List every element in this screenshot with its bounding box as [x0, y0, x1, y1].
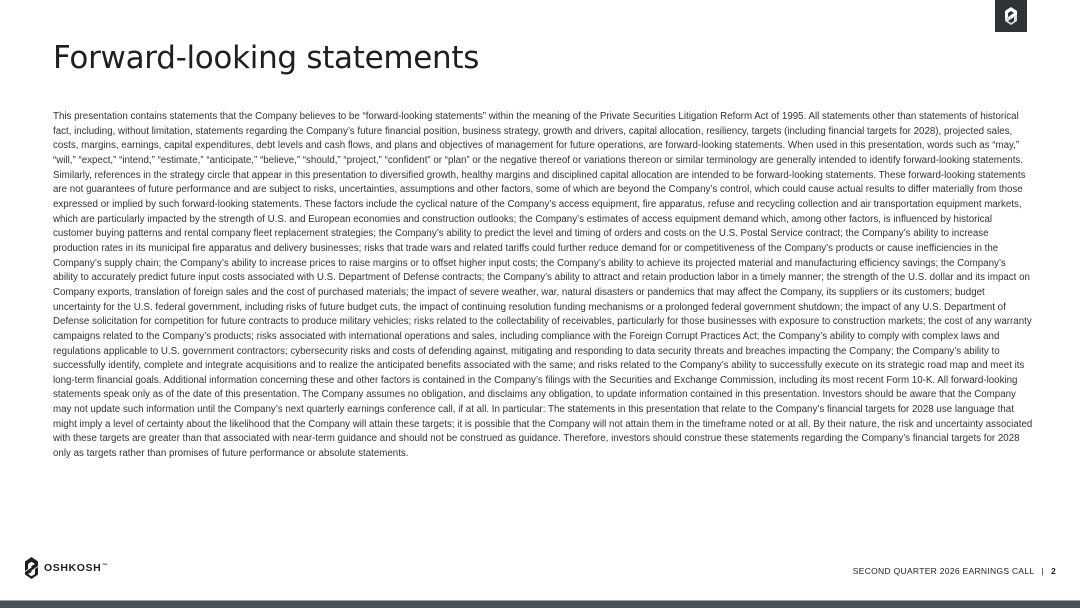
logo-wordmark — [44, 562, 108, 574]
corner-brand-badge — [995, 0, 1027, 32]
logo-trademark: ™ — [102, 562, 108, 569]
logo-text: OSHKOSH — [44, 562, 102, 574]
oshkosh-mark-icon — [1004, 7, 1018, 25]
bottom-bar — [0, 601, 1080, 608]
footer-event-info — [853, 566, 1056, 576]
disclaimer-body: This presentation contains statements that the Company believes to be “forward-looking statements” within the meaning of the Private Securities Litigation Reform Act of 1995. All statements other than statements of historical fact, including, without limitation, statements regarding the Company’s future financial position, business strategy, growth and drivers, capital allocation, resiliency, targets (including financial targets for 2028), projected sales, costs, margins, earnings, capital expenditures, debt levels and cash flows, and plans and objectives of management for future operations, are forward-looking statements. When used in this presentation, words such as “may,” “will,” “expect,” “intend,” “estimate,” “anticipate,” “believe,” “should,” “project,” “confident” or “plan” or the negative thereof or variations thereon or similar terminology are generally intended to identify forward-looking statements. Similarly, references in the strategy circle that appear in this presentation to diversified growth, healthy margins and disciplined capital allocation are intended to be forward-looking statements. These forward-looking statements are not guarantees of future performance and are subject to risks, uncertainties, assumptions and other factors, some of which are beyond the Company’s control, which could cause actual results to differ materially from those expressed or implied by such forward-looking statements. These factors include the cyclical nature of the Company’s access equipment, fire apparatus, refuse and recycling collection and air transportation equipment markets, which are particularly impacted by the strength of U.S. and European economies and construction outlooks; the Company’s estimates of access equipment demand which, among other factors, is influenced by historical customer buying patterns and rental company fleet replacement strategies; the Company’s ability to predict the level and timing of orders and costs on the U.S. Postal Service contract; the Company’s ability to increase production rates in its municipal fire apparatus and delivery businesses; risks that trade wars and related tariffs could further reduce demand for or competitiveness of the Company’s products or cause inefficiencies in the Company’s supply chain; the Company’s ability to increase prices to raise margins or to offset higher input costs; the Company’s ability to achieve its projected material and manufacturing efficiency savings; the Company’s ability to accurately predict future input costs associated with U.S. Department of Defense contracts; the Company’s ability to attract and retain production labor in a timely manner; the strength of the U.S. dollar and its impact on Company exports, translation of foreign sales and the cost of purchased materials; the impact of severe weather, war, natural disasters or pandemics that may affect the Company, its suppliers or its customers; budget uncertainty for the U.S. federal government, including risks of future budget cuts, the impact of continuing resolution funding mechanisms or a prolonged federal government shutdown; the impact of any U.S. Department of Defense solicitation for competition for future contracts to produce military vehicles; risks related to the collectability of receivables, particularly for those businesses with exposure to construction markets; the cost of any warranty campaigns related to the Company’s products; risks associated with international operations and sales, including compliance with the Foreign Corrupt Practices Act; the Company’s ability to comply with complex laws and regulations applicable to U.S. government contractors; cybersecurity risks and costs of defending against, mitigating and responding to data security threats and breaches impacting the Company; the Company’s ability to successfully identify, complete and integrate acquisitions and to realize the anticipated benefits associated with the same; and risks related to the Company’s ability to successfully execute on its strategic road map and meet its long-term financial goals. Additional information concerning these and other factors is contained in the Company’s filings with the Securities and Exchange Commission, including its most recent Form 10-K. All forward-looking statements speak only as of the date of this presentation. The Company assumes no obligation, and disclaims any obligation, to update information contained in this presentation. Investors should be aware that the Company may not update such information until the Company’s next quarterly earnings conference call, if at all. In particular: The statements in this presentation that relate to the Company’s financial targets for 2028 use language that might imply a level of certainty about the likelihood that the Company will attain these targets; it is possible that the Company will not attain them in the timeframe noted or at all. By their nature, the risk and uncertainty associated with these targets are greater than that associated with near-term guidance and should not be construed as guidance. Therefore, investors should construe these statements regarding the Company’s financial targets for 2028 only as targets rather than promises of future performance or absolute statements. — [53, 111, 1033, 460]
footer-separator: | — [1041, 566, 1044, 576]
page-title: Forward-looking statements — [53, 40, 480, 76]
event-label: SECOND QUARTER 2026 EARNINGS CALL — [852, 566, 1035, 576]
company-logo — [24, 557, 108, 579]
oshkosh-logo-icon — [24, 557, 39, 579]
page-number: 2 — [1050, 566, 1056, 576]
